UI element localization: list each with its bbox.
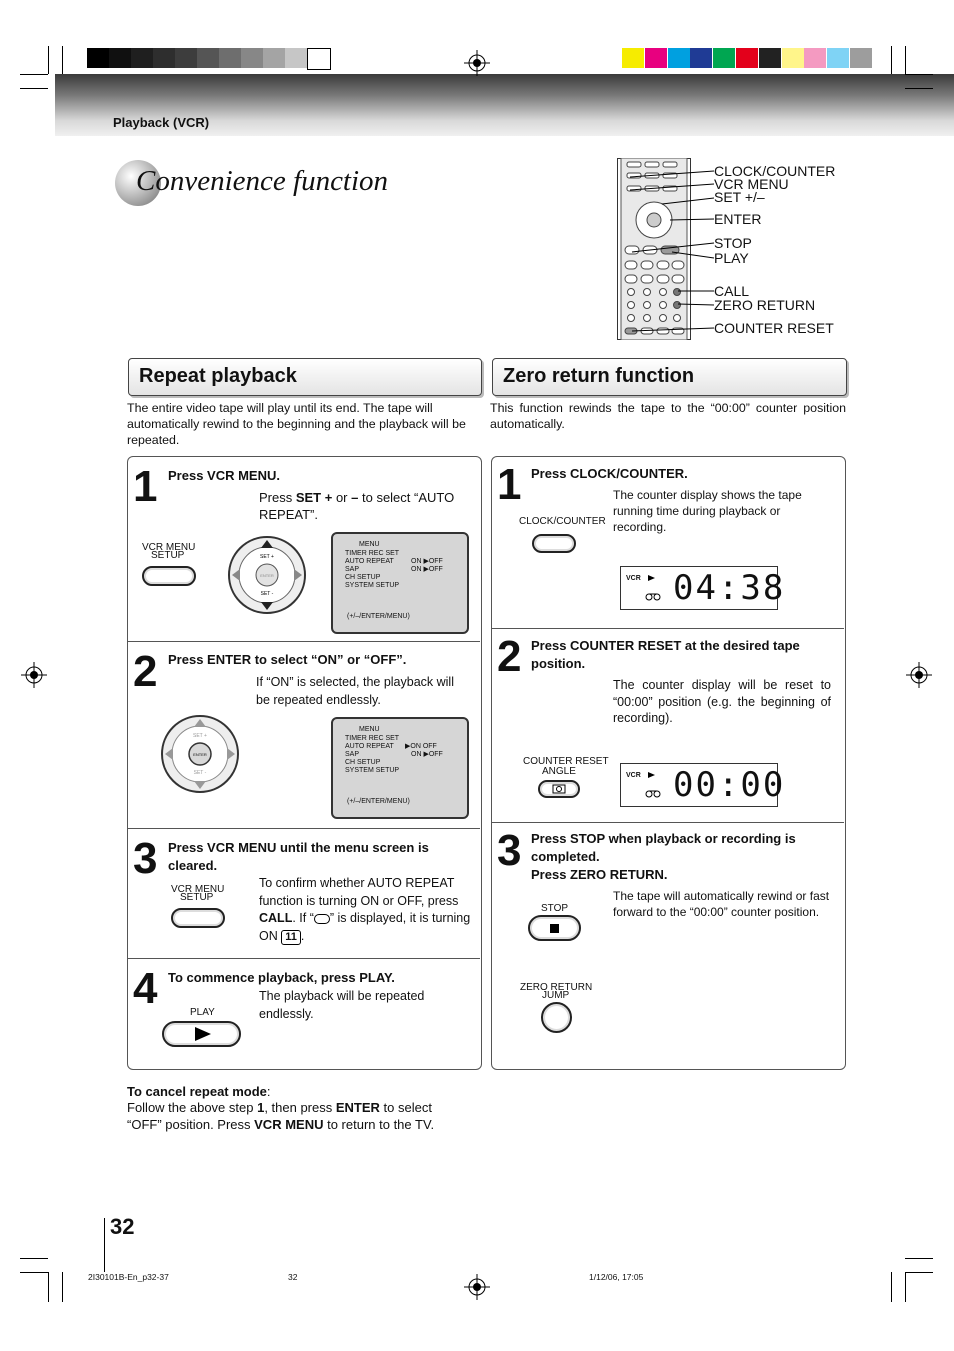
zero-return-button[interactable] (541, 1002, 572, 1033)
section-title: Repeat playback (139, 365, 297, 387)
counter-reset-button[interactable] (538, 780, 580, 798)
registration-mark-icon (464, 50, 490, 76)
step-text: The counter display will be reset to “00:00” position (e.g. the beginning of recording). (613, 678, 831, 725)
remote-label: PLAY (714, 250, 749, 266)
gray-swatch (131, 48, 153, 68)
step-text: Press SET + or – to select “AUTO REPEAT”. (259, 490, 455, 522)
step-heading: Press VCR MENU. (168, 468, 280, 483)
remote-label: COUNTER RESET (714, 320, 834, 336)
play-indicator-icon (647, 574, 657, 582)
divider (128, 958, 480, 959)
remote-label: SET +/– (714, 189, 765, 205)
clock-counter-button[interactable] (532, 534, 576, 553)
crop-mark (20, 88, 48, 89)
button-caption: STOP (541, 903, 569, 914)
step-number: 4 (133, 964, 158, 1013)
vcr-menu-button[interactable] (142, 566, 196, 586)
registration-mark-icon (21, 662, 47, 688)
crop-mark (905, 88, 933, 89)
gray-swatch (175, 48, 197, 68)
crop-mark (20, 1258, 48, 1259)
cancel-text-line: “OFF” position. Press VCR MENU to return to the TV. (127, 1117, 435, 1132)
button-caption: ANGLE (542, 766, 576, 777)
color-swatch (827, 48, 849, 68)
button-caption: PLAY (190, 1007, 215, 1018)
section-title: Zero return function (503, 365, 695, 387)
color-swatch (736, 48, 758, 68)
color-swatch (690, 48, 712, 68)
crop-mark (905, 74, 933, 75)
crop-mark (62, 1272, 63, 1302)
color-swatch (782, 48, 804, 68)
step-heading: Press COUNTER RESET at the desired tape position. (531, 638, 800, 671)
button-caption: VCR MENU (142, 542, 196, 553)
tape-icon (645, 593, 661, 601)
step-text: The tape will automatically rewind or fast forward to the “00:00” counter position. (613, 889, 830, 919)
footer-page: 32 (288, 1272, 298, 1282)
section-label: Playback (VCR) (113, 115, 210, 130)
tape-icon (645, 790, 661, 798)
step-text: The playback will be repeated endlessly. (259, 989, 425, 1021)
remote-callout-lines (622, 160, 718, 340)
color-swatch (759, 48, 781, 68)
step-number: 1 (497, 460, 522, 509)
remote-label: ZERO RETURN (714, 297, 816, 313)
step-number: 2 (133, 647, 158, 696)
svg-text:SET +: SET + (193, 733, 207, 739)
play-indicator-icon (647, 771, 657, 779)
menu-screen: MENU TIMER REC SET AUTO REPEAT SAP CH SETUP SYSTEM SETUP ▶ON OFF ON ▶OFF (+/–/ENTER/MENU) (331, 717, 469, 819)
crop-mark (20, 1272, 48, 1273)
color-swatch (804, 48, 826, 68)
registration-mark-icon (906, 662, 932, 688)
button-caption: SETUP (180, 892, 214, 903)
color-swatch (668, 48, 690, 68)
crop-mark (905, 46, 906, 74)
footer-date: 1/12/06, 17:05 (589, 1272, 644, 1282)
svg-text:SET -: SET - (193, 770, 207, 776)
divider (492, 628, 844, 629)
dpad-icon (227, 535, 307, 615)
remote-label: STOP (714, 235, 752, 251)
page-number: 32 (110, 1214, 135, 1239)
color-swatch (645, 48, 667, 68)
channel-badge: 11 (281, 930, 301, 945)
gray-swatch (219, 48, 241, 68)
cancel-heading: To cancel repeat mode: (127, 1084, 271, 1099)
repeat-playback-header (128, 358, 482, 396)
remote-label: VCR MENU (714, 176, 789, 192)
remote-label: ENTER (714, 211, 762, 227)
step-text: To confirm whether AUTO REPEAT function is turning ON or OFF, press CALL. If “ ” is displayed, it is turning ON 11 . (259, 876, 471, 943)
button-caption: ZERO RETURN (520, 982, 593, 993)
zero-return-header (492, 358, 847, 396)
crop-mark (20, 74, 48, 75)
page-title: Convenience function (136, 165, 389, 197)
svg-text:ENTER: ENTER (193, 752, 207, 757)
crop-mark (905, 1258, 933, 1259)
crop-mark (905, 1272, 933, 1273)
step-text: The counter display shows the tape running time during playback or recording. (613, 488, 802, 534)
dpad-icon (160, 714, 240, 794)
remote-label: CALL (714, 283, 750, 299)
step-heading: Press ENTER to select “ON” or “OFF”. (168, 652, 407, 667)
gray-swatch (263, 48, 285, 68)
repeat-indicator-icon (314, 914, 330, 924)
counter-display: VCR 04:38 (620, 566, 778, 610)
step-heading: To commence playback, press PLAY. (168, 970, 395, 985)
counter-display: VCR 00:00 (620, 763, 778, 807)
svg-text:SET -: SET - (260, 591, 274, 597)
menu-screen: MENU TIMER REC SET AUTO REPEAT SAP CH SETUP SYSTEM SETUP ON ▶OFF ON ▶OFF (+/–/ENTER/MENU) (331, 532, 469, 634)
stop-button[interactable] (528, 915, 581, 941)
gray-swatch (285, 48, 307, 68)
zero-intro: This function rewinds the tape to the “00:00” counter position automatically. (490, 401, 846, 431)
cancel-text-line: Follow the above step 1, then press ENTER to select (127, 1100, 432, 1115)
camera-icon (540, 782, 578, 796)
divider (128, 828, 480, 829)
registration-mark-icon (464, 1274, 490, 1300)
step-number: 2 (497, 632, 522, 681)
gray-swatch (153, 48, 175, 68)
color-swatch (713, 48, 735, 68)
button-caption: CLOCK/COUNTER (519, 516, 606, 527)
step-text: If “ON” is selected, the playback will be repeated endlessly. (256, 675, 454, 707)
gray-swatch (109, 48, 131, 68)
gray-swatch (307, 48, 331, 70)
step-number: 3 (497, 826, 522, 875)
page-rule (104, 1218, 105, 1272)
crop-mark (891, 1272, 892, 1302)
divider (128, 641, 480, 642)
color-swatch (850, 48, 872, 68)
divider (492, 822, 844, 823)
svg-text:SET +: SET + (260, 554, 274, 560)
gray-swatch (197, 48, 219, 68)
crop-mark (48, 46, 49, 74)
button-caption: JUMP (542, 990, 570, 1001)
footer-file: 2I30101B-En_p32-37 (88, 1272, 169, 1282)
button-caption: SETUP (151, 550, 185, 561)
repeat-intro: The entire video tape will play until its end. The tape will automatically rewind to the beginning and the playback will be repeated. (127, 401, 466, 447)
crop-mark (905, 1272, 906, 1302)
crop-mark (62, 46, 63, 74)
stop-icon (550, 924, 559, 933)
button-caption: COUNTER RESET (523, 756, 609, 767)
play-button[interactable] (162, 1021, 241, 1047)
button-caption: VCR MENU (171, 884, 225, 895)
crop-mark (48, 1272, 49, 1302)
step-number: 3 (133, 834, 158, 883)
crop-mark (891, 46, 892, 74)
play-icon (164, 1023, 239, 1045)
step-heading: Press ZERO RETURN. (531, 867, 668, 882)
gray-swatch (87, 48, 109, 68)
step-heading: Press VCR MENU until the menu screen is cleared. (168, 840, 429, 873)
remote-label: CLOCK/COUNTER (714, 163, 836, 179)
step-heading: Press CLOCK/COUNTER. (531, 466, 688, 481)
step-heading: Press STOP when playback or recording is completed. (531, 831, 796, 864)
svg-text:ENTER: ENTER (260, 573, 274, 578)
gray-swatch (241, 48, 263, 68)
step-number: 1 (133, 462, 158, 511)
vcr-menu-button[interactable] (171, 908, 225, 928)
color-swatch (622, 48, 644, 68)
